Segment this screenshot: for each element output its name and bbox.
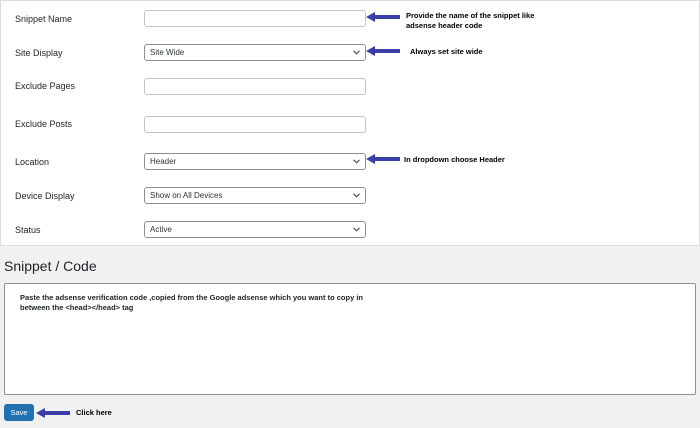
location-label: Location	[15, 157, 50, 167]
snippet-code-title: Snippet / Code	[4, 258, 97, 274]
site-display-label: Site Display	[15, 48, 63, 58]
location-value: Header	[150, 157, 177, 166]
chevron-down-icon	[353, 50, 360, 55]
snippet-code-textarea[interactable]	[4, 283, 696, 395]
annotation-arrow-icon	[366, 12, 400, 22]
save-annotation: Click here	[76, 408, 112, 417]
device-display-label: Device Display	[15, 191, 75, 201]
snippet-name-label: Snippet Name	[15, 14, 73, 24]
status-select[interactable]	[144, 221, 366, 238]
snippet-name-input[interactable]	[144, 10, 366, 27]
exclude-pages-label: Exclude Pages	[15, 81, 76, 91]
annotation-arrow-icon	[366, 46, 400, 56]
annotation-arrow-icon	[36, 408, 70, 418]
save-button[interactable]: Save	[4, 404, 34, 421]
exclude-pages-input[interactable]	[144, 78, 366, 95]
site-display-select[interactable]	[144, 44, 366, 61]
site-display-annotation: Always set site wide	[410, 47, 483, 56]
chevron-down-icon	[353, 159, 360, 164]
code-annotation-line1: Paste the adsense verification code ,copied from the Google adsense which you want to copy in	[20, 293, 363, 302]
status-value: Active	[150, 225, 172, 234]
code-annotation-line2: between the <head></head> tag	[20, 303, 134, 312]
chevron-down-icon	[353, 227, 360, 232]
chevron-down-icon	[353, 193, 360, 198]
snippet-name-annotation: Provide the name of the snippet like adsense header code	[406, 11, 535, 30]
exclude-posts-label: Exclude Posts	[15, 119, 73, 129]
location-select[interactable]	[144, 153, 366, 170]
site-display-value: Site Wide	[150, 48, 185, 57]
exclude-posts-input[interactable]	[144, 116, 366, 133]
location-annotation: In dropdown choose Header	[404, 155, 505, 164]
device-display-select[interactable]	[144, 187, 366, 204]
device-display-value: Show on All Devices	[150, 191, 223, 200]
annotation-arrow-icon	[366, 154, 400, 164]
status-label: Status	[15, 225, 41, 235]
